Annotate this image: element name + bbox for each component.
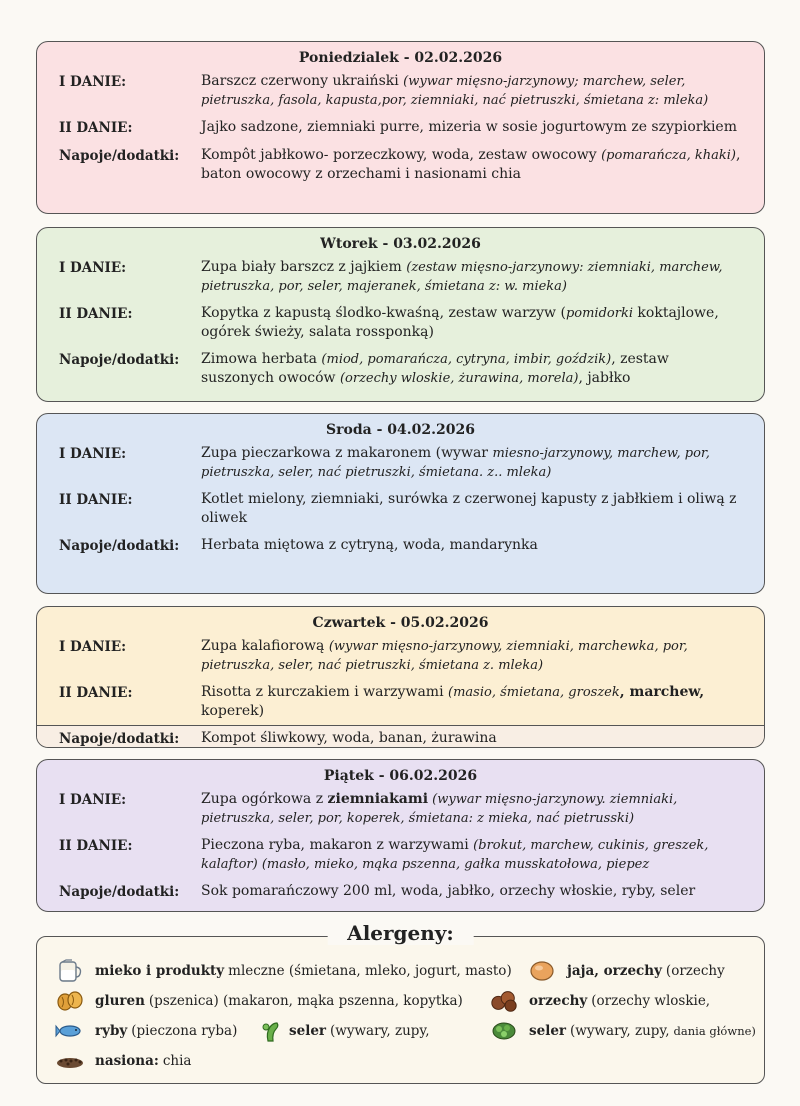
row-content xyxy=(201,72,746,110)
row-label: I DANIE: xyxy=(59,446,127,462)
row-content xyxy=(201,258,746,296)
allergen-bold: ryby xyxy=(95,1023,128,1039)
allergen-text: (wywary, zupy, xyxy=(330,1023,430,1039)
allergen-milk xyxy=(55,959,512,983)
row-text-text: Zupa biały barszcz z jajkiem xyxy=(201,259,407,275)
row-label: II DANIE: xyxy=(59,492,133,508)
row-label: Napoje/dodatki: xyxy=(59,538,180,554)
row-text-text: Zupa kalafiorową xyxy=(201,638,329,654)
day-card-friday xyxy=(36,759,765,912)
menu-row xyxy=(37,146,764,184)
row-text-text2: koktajlowe, ogórek świeży, salata rossponką) xyxy=(201,305,719,340)
fish-icon xyxy=(55,1019,85,1043)
row-text-italic: (wywar mięsno-jarzynowy. ziemniaki, pietruszka, seler, por, koperek, śmietana: z mieka, nać pietrusski) xyxy=(201,792,678,826)
allergen-text: (wywary, zupy, xyxy=(570,1023,670,1039)
row-text-text: Sok pomarańczowy 200 ml, woda, jabłko, orzechy włoskie, ryby, seler xyxy=(201,883,696,899)
row-label: Napoje/dodatki: xyxy=(59,884,180,900)
row-content xyxy=(201,729,746,748)
menu-row xyxy=(37,118,764,138)
row-text-text: Kopytka z kapustą ślodko-kwaśną, zestaw warzyw ( xyxy=(201,305,566,321)
row-text-italic: miesno-jarzynowy, marchew, por, pietruszka, seler, nać pietruszki, śmietana. z.. mleka) xyxy=(201,446,710,480)
row-content xyxy=(201,536,746,556)
row-content xyxy=(201,790,746,828)
egg-icon xyxy=(527,959,557,983)
row-text-text: Pieczona ryba, makaron z warzywami xyxy=(201,837,474,853)
allergen-bold: mieko i produkty xyxy=(95,963,225,979)
row-text-italic: (brokut, marchew, cukinis, greszek, kalaftor) (masło, mieko, mąka pszenna, gałka musskatołowa, piepez xyxy=(201,838,709,872)
allergen-text: (pieczona ryba) xyxy=(131,1023,238,1039)
day-title: Sroda - 04.02.2026 xyxy=(326,422,475,438)
allergen-nuts xyxy=(489,989,710,1013)
day-rows xyxy=(37,790,764,902)
row-text-text: Kompot śliwkowy, woda, banan, żurawina xyxy=(201,730,497,746)
row-label: II DANIE: xyxy=(59,120,133,136)
row-text-text: Herbata miętowa z cytryną, woda, mandarynka xyxy=(201,537,538,553)
menu-row xyxy=(37,882,764,902)
row-text-bold: ziemniakami xyxy=(327,791,429,807)
day-rows xyxy=(37,444,764,556)
allergens-box xyxy=(36,921,765,1084)
seeds-icon xyxy=(55,1049,85,1073)
menu-row xyxy=(37,350,764,388)
menu-row xyxy=(37,444,764,482)
row-text-text2: , zestaw suszonych owoców xyxy=(201,351,669,386)
gluten-icon xyxy=(55,989,85,1013)
menu-row xyxy=(37,304,764,342)
row-content xyxy=(201,444,746,482)
row-text-text: Zimowa herbata xyxy=(201,351,322,367)
row-text-text: Jajko sadzone, ziemniaki purre, mizeria w sosie jogurtowym ze szypiorkiem xyxy=(201,119,737,135)
row-text-italic: (wywar mięsno-jarzynowy, ziemniaki, marchewka, por, pietruszka, seler, nać pietruszki, śmietana z. mleka) xyxy=(201,639,688,673)
menu-row xyxy=(37,637,764,675)
row-content xyxy=(201,836,746,874)
row-label: I DANIE: xyxy=(59,639,127,655)
nuts-icon xyxy=(489,989,519,1013)
menu-row xyxy=(37,490,764,528)
row-label: II DANIE: xyxy=(59,306,133,322)
allergen-text: (orzechy wloskie, xyxy=(591,993,711,1009)
row-text-bold: , marchew, xyxy=(619,684,705,700)
allergen-text: mleczne (śmietana, mleko, jogurt, masto) xyxy=(228,963,512,979)
day-title: Poniedzialek - 02.02.2026 xyxy=(298,50,503,66)
allergen-bold: gluren xyxy=(95,993,145,1009)
menu-row xyxy=(37,790,764,828)
row-text-italic: (zestaw mięsno-jarzynowy: ziemniaki, marchew, pietruszka, por, seler, majeranek, śmietana z: w. mieka) xyxy=(201,260,723,294)
allergen-seeds xyxy=(55,1049,191,1073)
allergen-text: (pszenica) (makaron, mąka pszenna, kopytka) xyxy=(148,993,463,1009)
row-label: II DANIE: xyxy=(59,838,133,854)
row-content xyxy=(201,118,746,138)
day-card-wednesday xyxy=(36,413,765,594)
row-text-italic2: (orzechy wloskie, żurawina, morela) xyxy=(339,371,579,386)
row-text-text: Zupa pieczarkowa z makaronem (wywar xyxy=(201,445,493,461)
menu-row xyxy=(37,683,764,721)
row-text-text: Kotlet mielony, ziemniaki, surówka z czerwonej kapusty z jabłkiem i oliwą z oliwek xyxy=(201,491,737,526)
menu-row xyxy=(37,258,764,296)
day-rows xyxy=(37,72,764,184)
row-text-italic: (miod, pomarańcza, cytryna, imbir, goździk) xyxy=(321,352,612,367)
row-text-italic: pomidorki xyxy=(565,306,633,321)
day-rows xyxy=(37,637,764,748)
allergen-egg xyxy=(527,959,725,983)
row-content xyxy=(201,350,746,388)
celery-icon xyxy=(259,1019,283,1043)
menu-row xyxy=(37,72,764,110)
day-rows xyxy=(37,258,764,388)
row-text-text2: , baton owocowy z orzechami i nasionami chia xyxy=(201,147,741,182)
row-text-text: Risotta z kurczakiem i warzywami xyxy=(201,684,449,700)
row-label: I DANIE: xyxy=(59,260,127,276)
row-content xyxy=(201,683,746,721)
day-title: Czwartek - 05.02.2026 xyxy=(312,615,489,631)
day-card-tuesday xyxy=(36,227,765,402)
day-card-monday xyxy=(36,41,765,214)
row-text-italic: (masio, śmietana, groszek xyxy=(448,685,620,700)
row-label: I DANIE: xyxy=(59,74,127,90)
allergen-celery xyxy=(259,1019,430,1043)
row-label: II DANIE: xyxy=(59,685,133,701)
row-text-text: Barszcz czerwony ukraiński xyxy=(201,73,404,89)
allergen-text: (orzechy xyxy=(665,963,725,979)
day-title: Piątek - 06.02.2026 xyxy=(323,768,478,784)
row-label: Napoje/dodatki: xyxy=(59,352,180,368)
menu-row xyxy=(37,536,764,556)
row-content xyxy=(201,637,746,675)
row-content xyxy=(201,146,746,184)
allergen-gluten xyxy=(55,989,463,1013)
row-content xyxy=(201,304,746,342)
allergen-bold: jaja, orzechy xyxy=(567,963,662,979)
milk-icon xyxy=(55,959,85,983)
menu-row xyxy=(37,836,764,874)
allergens-title: Alergeny: xyxy=(327,921,474,945)
day-card-thursday xyxy=(36,606,765,748)
row-label: Napoje/dodatki: xyxy=(59,148,180,164)
celery-leaf-icon xyxy=(489,1019,519,1043)
allergen-fish xyxy=(55,1019,237,1043)
row-content xyxy=(201,490,746,528)
row-text-italic: (pomarańcza, khaki) xyxy=(601,148,736,163)
row-text-text2: koperek) xyxy=(201,703,265,719)
day-title: Wtorek - 03.02.2026 xyxy=(320,236,481,252)
allergen-bold: orzechy xyxy=(529,993,588,1009)
row-label: I DANIE: xyxy=(59,792,127,808)
allergen-celery-leaf xyxy=(489,1019,756,1043)
row-text-text: Kompôt jabłkowo- porzeczkowy, woda, zestaw owocowy xyxy=(201,147,602,163)
row-text-italic: (wywar mięsno-jarzynowy; marchew, seler, pietruszka, fasola, kapusta,por, ziemniaki, nać pietruszki, śmietana z: mleka) xyxy=(201,74,709,108)
row-content xyxy=(201,882,746,902)
row-label: Napoje/dodatki: xyxy=(59,731,180,747)
allergen-small: dania główne) xyxy=(673,1024,756,1038)
allergen-text: chia xyxy=(162,1053,192,1069)
allergen-bold: seler xyxy=(289,1023,327,1039)
row-text-text3: , jabłko xyxy=(578,370,631,386)
allergen-bold: nasiona: xyxy=(95,1053,159,1069)
row-text-text: Zupa ogórkowa z xyxy=(201,791,328,807)
menu-row xyxy=(37,725,764,748)
allergen-bold: seler xyxy=(529,1023,567,1039)
